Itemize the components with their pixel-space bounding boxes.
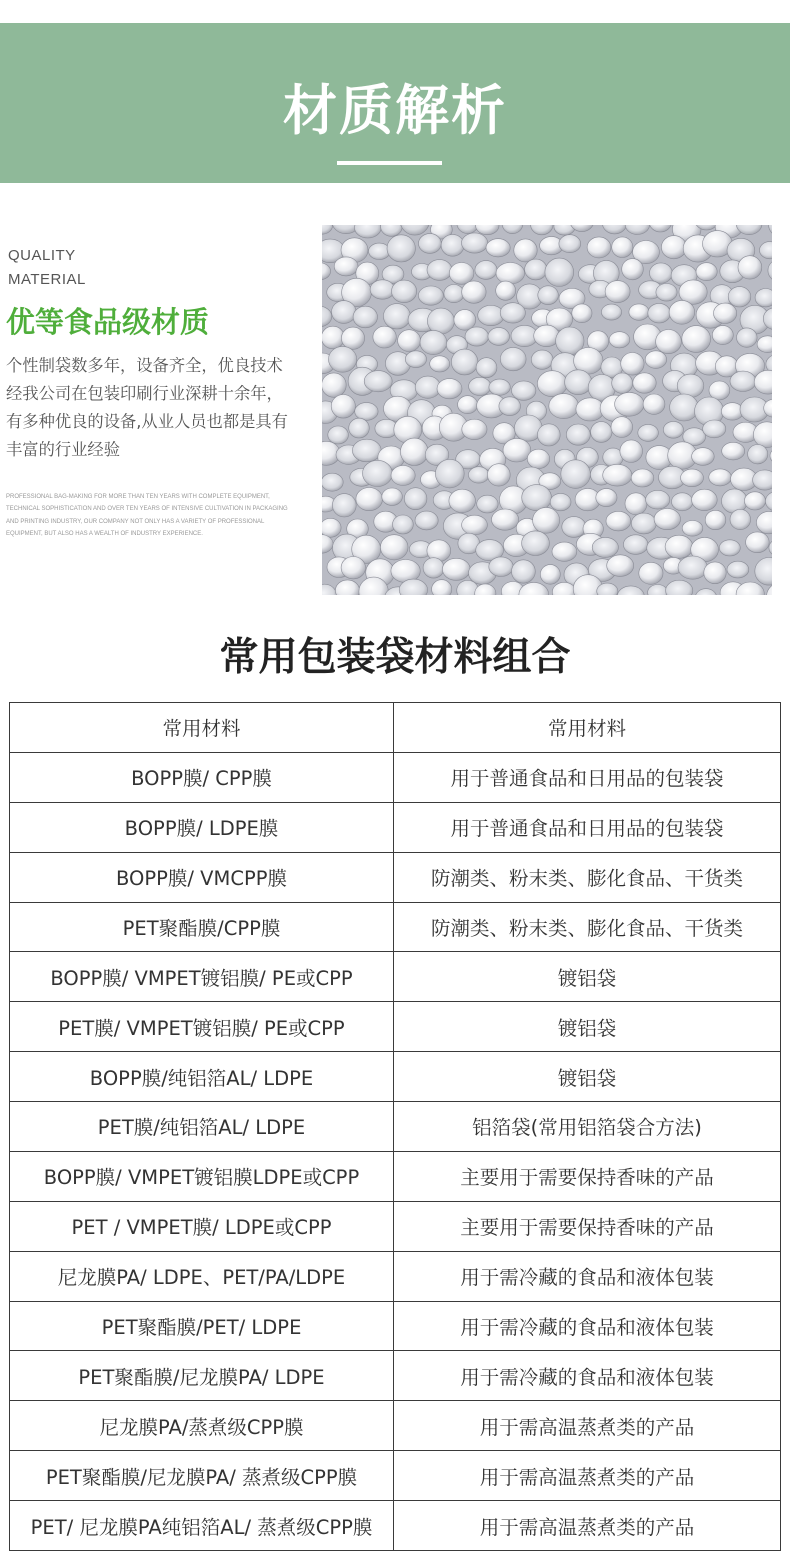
description-line: 个性制袋数多年，设备齐全，优良技术 bbox=[6, 356, 283, 375]
table-header-row bbox=[10, 703, 781, 753]
table-row bbox=[10, 1002, 781, 1052]
usage-cell: 用于普通食品和日用品的包装袋 bbox=[394, 752, 781, 802]
table-row bbox=[10, 802, 781, 852]
english-line: PROFESSIONAL BAG-MAKING FOR MORE THAN TEN YEARS WITH COMPLETE EQUIPMENT, bbox=[6, 494, 270, 500]
material-cell: 尼龙膜PA/蒸煮级CPP膜 bbox=[10, 1401, 394, 1451]
usage-cell: 用于普通食品和日用品的包装袋 bbox=[394, 802, 781, 852]
table-row bbox=[10, 752, 781, 802]
table-row bbox=[10, 852, 781, 902]
english-line: TECHNICAL SOPHISTICATION AND OVER TEN YEARS OF INTENSIVE CULTIVATION IN PACKAGING bbox=[6, 506, 288, 513]
material-cell: PET膜/ VMPET镀铝膜/ PE或CPP bbox=[10, 1002, 394, 1052]
material-cell: BOPP膜/纯铝箔AL/ LDPE bbox=[10, 1052, 394, 1102]
usage-cell: 用于需冷藏的食品和液体包装 bbox=[394, 1301, 781, 1351]
usage-cell: 用于需高温蒸煮类的产品 bbox=[394, 1451, 781, 1501]
table-row bbox=[10, 902, 781, 952]
quality-description bbox=[6, 352, 316, 464]
column-header: 常用材料 bbox=[394, 703, 781, 753]
banner-title: 材质解析 bbox=[283, 79, 507, 142]
quality-label: QUALITY bbox=[8, 247, 76, 264]
material-cell: PET / VMPET膜/ LDPE或CPP bbox=[10, 1201, 394, 1251]
table-row bbox=[10, 1102, 781, 1152]
english-line: AND PRINTING INDUSTRY, OUR COMPANY NOT ONLY HAS A VARIETY OF PROFESSIONAL bbox=[6, 518, 265, 525]
usage-cell: 镀铝袋 bbox=[394, 1002, 781, 1052]
usage-cell: 铝箔袋(常用铝箔袋合方法) bbox=[394, 1102, 781, 1152]
table-row bbox=[10, 1451, 781, 1501]
material-cell: BOPP膜/ VMPET镀铝膜/ PE或CPP bbox=[10, 952, 394, 1002]
material-cell: BOPP膜/ CPP膜 bbox=[10, 752, 394, 802]
table-row bbox=[10, 1301, 781, 1351]
quality-headline: 优等食品级材质 bbox=[6, 305, 210, 339]
usage-cell: 主要用于需要保持香味的产品 bbox=[394, 1201, 781, 1251]
table-row bbox=[10, 1351, 781, 1401]
header-banner bbox=[0, 23, 790, 183]
usage-cell: 用于需高温蒸煮类的产品 bbox=[394, 1501, 781, 1551]
material-cell: PET聚酯膜/CPP膜 bbox=[10, 902, 394, 952]
material-cell: PET膜/纯铝箔AL/ LDPE bbox=[10, 1102, 394, 1152]
material-cell: BOPP膜/ LDPE膜 bbox=[10, 802, 394, 852]
table-row bbox=[10, 1201, 781, 1251]
material-cell: BOPP膜/ VMCPP膜 bbox=[10, 852, 394, 902]
plastic-pellets-image bbox=[322, 225, 772, 595]
description-line: 丰富的行业经验 bbox=[6, 440, 120, 459]
usage-cell: 防潮类、粉末类、膨化食品、干货类 bbox=[394, 902, 781, 952]
table-row bbox=[10, 1401, 781, 1451]
description-line: 经我公司在包装印刷行业深耕十余年， bbox=[6, 384, 283, 403]
usage-cell: 用于需高温蒸煮类的产品 bbox=[394, 1401, 781, 1451]
material-cell: PET聚酯膜/尼龙膜PA/ 蒸煮级CPP膜 bbox=[10, 1451, 394, 1501]
usage-cell: 防潮类、粉末类、膨化食品、干货类 bbox=[394, 852, 781, 902]
column-header: 常用材料 bbox=[10, 703, 394, 753]
usage-cell: 用于需冷藏的食品和液体包装 bbox=[394, 1351, 781, 1401]
material-cell: PET/ 尼龙膜PA纯铝箔AL/ 蒸煮级CPP膜 bbox=[10, 1501, 394, 1551]
usage-cell: 镀铝袋 bbox=[394, 1052, 781, 1102]
section-title: 常用包装袋材料组合 bbox=[219, 635, 571, 680]
english-line: EQUIPMENT, BUT ALSO HAS A WEALTH OF INDUSTRY EXPERIENCE. bbox=[6, 531, 203, 538]
material-cell: BOPP膜/ VMPET镀铝膜LDPE或CPP bbox=[10, 1151, 394, 1201]
material-label: MATERIAL bbox=[8, 271, 86, 288]
description-line: 有多种优良的设备,从业人员也都是具有 bbox=[6, 412, 288, 431]
material-table bbox=[9, 702, 781, 1551]
table-row bbox=[10, 1501, 781, 1551]
table-row bbox=[10, 1151, 781, 1201]
usage-cell: 主要用于需要保持香味的产品 bbox=[394, 1151, 781, 1201]
table-row bbox=[10, 952, 781, 1002]
usage-cell: 用于需冷藏的食品和液体包装 bbox=[394, 1251, 781, 1301]
english-description bbox=[6, 491, 316, 541]
table-row bbox=[10, 1251, 781, 1301]
table-row bbox=[10, 1052, 781, 1102]
material-cell: PET聚酯膜/尼龙膜PA/ LDPE bbox=[10, 1351, 394, 1401]
banner-underline bbox=[337, 161, 442, 165]
usage-cell: 镀铝袋 bbox=[394, 952, 781, 1002]
material-cell: 尼龙膜PA/ LDPE、PET/PA/LDPE bbox=[10, 1251, 394, 1301]
material-cell: PET聚酯膜/PET/ LDPE bbox=[10, 1301, 394, 1351]
